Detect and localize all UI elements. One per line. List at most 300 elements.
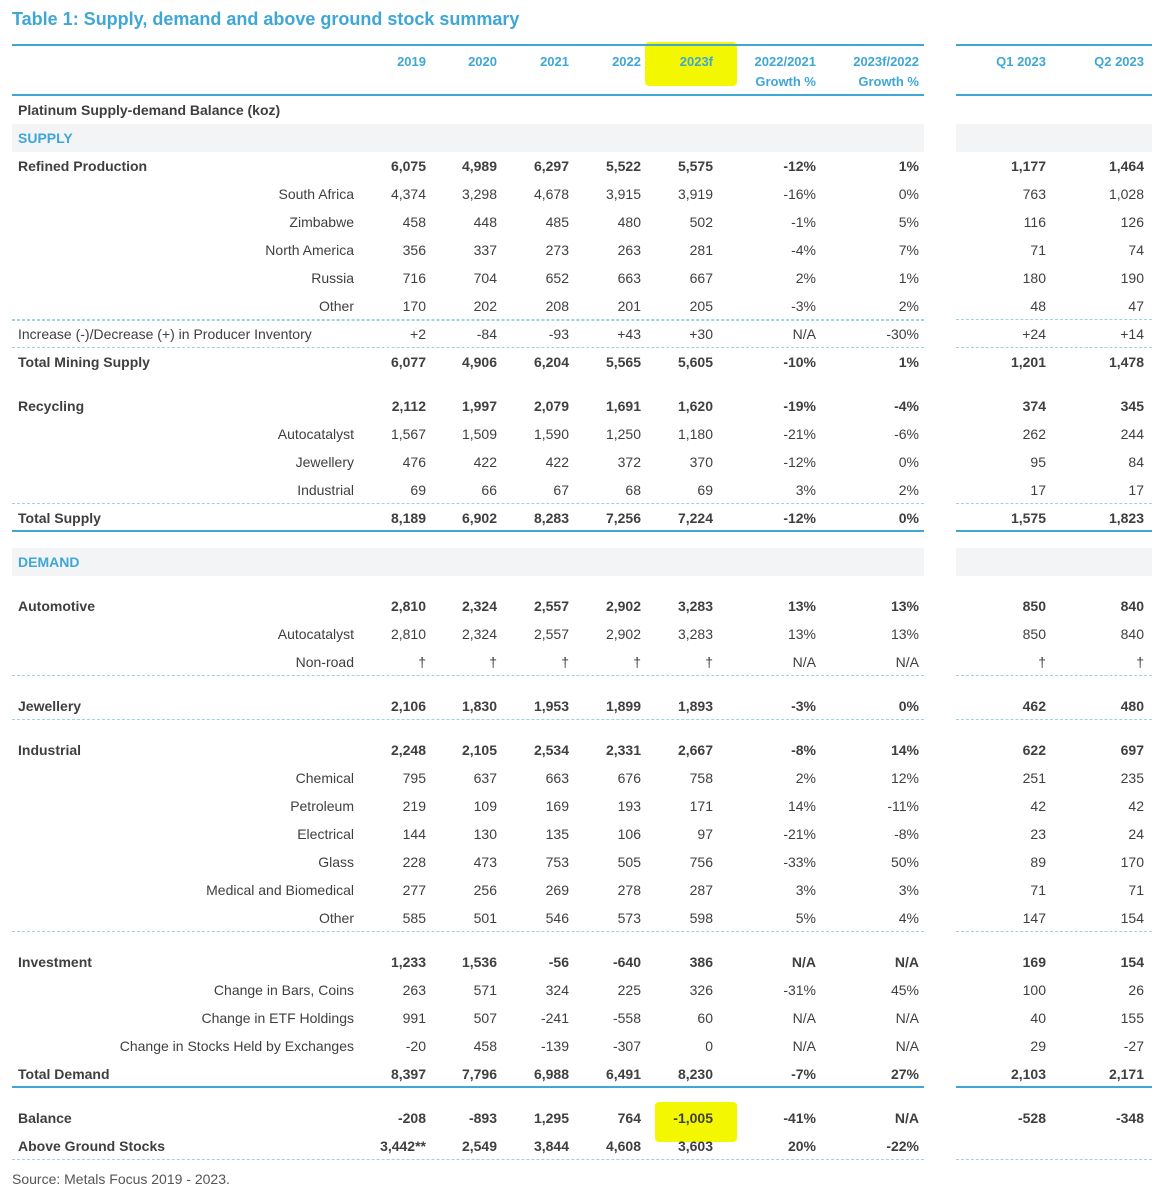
cell-2021: 652: [545, 270, 569, 286]
table-row: [12, 876, 1152, 904]
row-label: Total Demand: [18, 1066, 110, 1082]
cell-growth-2022-2021: -10%: [783, 354, 816, 370]
cell-q2-2023: 697: [1120, 742, 1144, 758]
cell-2019: 1,233: [390, 954, 426, 970]
cell-2020: 2,324: [461, 598, 497, 614]
cell-2019: 219: [402, 798, 426, 814]
cell-2019: 2,106: [390, 698, 426, 714]
cell-q1-2023: [956, 124, 1046, 152]
row-label: Non-road: [295, 654, 354, 670]
cell-2021: 208: [545, 298, 569, 314]
cell-q1-2023: 17: [1030, 482, 1046, 498]
row-label: Recycling: [18, 398, 85, 414]
cell-2022: 263: [617, 242, 641, 258]
cell-growth-2023f-2022: -6%: [894, 426, 919, 442]
cell-growth-2023f-2022: -11%: [887, 798, 919, 814]
cell-growth-2023f-2022: 0%: [898, 454, 919, 470]
row-label: Total Mining Supply: [18, 354, 150, 370]
cell-2019: 476: [402, 454, 426, 470]
row-label: Industrial: [297, 482, 354, 498]
row-label: Petroleum: [290, 798, 354, 814]
cell-q1-2023: 2,103: [1010, 1066, 1046, 1082]
cell-growth-2022-2021: -12%: [783, 158, 816, 174]
cell-q1-2023: 71: [1030, 242, 1046, 258]
col-growth-2023f-2022-line2: Growth %: [858, 74, 919, 89]
row-label: North America: [265, 242, 354, 258]
cell-growth-2023f-2022: 50%: [890, 854, 919, 870]
cell-q2-2023: 17: [1128, 482, 1144, 498]
cell-q1-2023: 763: [1022, 186, 1046, 202]
row-label: Jewellery: [18, 698, 82, 714]
cell-growth-2023f-2022: N/A: [894, 954, 919, 970]
cell-2020: 2,324: [461, 626, 497, 642]
cell-2020: 3,298: [461, 186, 497, 202]
cell-q1-2023: 180: [1022, 270, 1046, 286]
cell-2023f: 326: [689, 982, 713, 998]
cell-q1-2023: 89: [1030, 854, 1046, 870]
cell-2020: 2,105: [461, 742, 497, 758]
cell-2019: 3,442**: [380, 1138, 426, 1154]
table-row: [12, 152, 1152, 180]
cell-2022: [569, 124, 641, 152]
table-row: [12, 264, 1152, 292]
col-2021: 2021: [540, 54, 569, 69]
cell-q2-2023: 235: [1120, 770, 1144, 786]
cell-growth-2022-2021: -3%: [791, 698, 816, 714]
cell-growth-2023f-2022: -4%: [894, 398, 919, 414]
cell-2022: 68: [625, 482, 641, 498]
cell-growth-2023f-2022: [816, 124, 919, 152]
cell-2022: 2,902: [605, 598, 641, 614]
row-label: Investment: [18, 954, 92, 970]
cell-2023f: 1,180: [677, 426, 713, 442]
table-bottom-rule-left: [12, 1159, 924, 1160]
cell-2023f: 5,575: [677, 158, 713, 174]
cell-2023f: 502: [689, 214, 713, 230]
table-row: [12, 1104, 1152, 1132]
cell-2020: 6,902: [461, 510, 497, 526]
cell-2019: 4,374: [390, 186, 426, 202]
cell-2021: 2,557: [533, 598, 569, 614]
cell-2020: -893: [468, 1110, 497, 1126]
cell-growth-2023f-2022: 13%: [890, 626, 919, 642]
cell-2022: 201: [617, 298, 641, 314]
cell-growth-2022-2021: -1%: [791, 214, 816, 230]
cell-growth-2022-2021: -21%: [783, 426, 816, 442]
cell-2023f: 205: [689, 298, 713, 314]
cell-2023f: +30: [689, 326, 713, 342]
cell-2019: 6,075: [390, 158, 426, 174]
col-growth-2022-2021: [713, 52, 816, 92]
cell-2021: 753: [545, 854, 569, 870]
cell-2022: 764: [617, 1110, 641, 1126]
cell-2019: 991: [402, 1010, 426, 1026]
table-row: [12, 96, 1152, 124]
cell-2019: 795: [402, 770, 426, 786]
row-label: Electrical: [297, 826, 354, 842]
cell-2022: 3,915: [605, 186, 641, 202]
cell-q1-2023: 42: [1030, 798, 1046, 814]
cell-2019: 458: [402, 214, 426, 230]
cell-2021: 485: [545, 214, 569, 230]
header-top-rule-right: [956, 44, 1152, 46]
cell-growth-2023f-2022: 7%: [898, 242, 919, 258]
row-label: Refined Production: [18, 158, 148, 174]
cell-growth-2022-2021: 14%: [787, 798, 816, 814]
cell-growth-2023f-2022: 14%: [890, 742, 919, 758]
cell-q1-2023: 116: [1023, 214, 1046, 230]
cell-2022: [569, 96, 641, 124]
cell-2020: 704: [473, 270, 497, 286]
cell-growth-2023f-2022: -30%: [886, 326, 919, 342]
cell-2022: 372: [617, 454, 641, 470]
cell-2023f: 386: [689, 954, 713, 970]
col-growth-2023f-2022-line1: 2023f/2022: [853, 54, 919, 69]
cell-q2-2023: 154: [1120, 910, 1144, 926]
cell-2021: 2,534: [533, 742, 569, 758]
cell-growth-2022-2021: [713, 548, 816, 576]
cell-2021: 422: [545, 454, 569, 470]
cell-growth-2022-2021: -31%: [783, 982, 816, 998]
table-body: [12, 96, 1152, 1160]
cell-growth-2022-2021: -19%: [783, 398, 816, 414]
cell-2022: 106: [617, 826, 641, 842]
cell-q1-2023: [956, 96, 1046, 124]
table-row: [12, 848, 1152, 876]
cell-2021: 135: [545, 826, 569, 842]
table-row: [12, 1060, 1152, 1088]
cell-2020: 571: [473, 982, 497, 998]
table-bottom-rule-right: [956, 1159, 1152, 1160]
cell-2023f: 2,667: [677, 742, 713, 758]
cell-2020: 66: [481, 482, 497, 498]
cell-q2-2023: 840: [1120, 626, 1144, 642]
cell-2020: 109: [473, 798, 497, 814]
cell-2019: [342, 96, 426, 124]
cell-2020: 448: [473, 214, 497, 230]
cell-2021: 2,557: [533, 626, 569, 642]
row-spacer: [12, 376, 1152, 392]
cell-growth-2023f-2022: 12%: [890, 770, 919, 786]
cell-growth-2022-2021: -41%: [783, 1110, 816, 1126]
cell-2020: 1,997: [461, 398, 497, 414]
cell-2019: -20: [405, 1038, 426, 1054]
row-label: Total Supply: [18, 510, 101, 526]
cell-growth-2022-2021: 5%: [795, 910, 816, 926]
col-growth-2023f-2022: [816, 52, 919, 92]
cell-2022: 278: [617, 882, 641, 898]
cell-growth-2022-2021: -12%: [783, 454, 816, 470]
cell-2020: -84: [476, 326, 497, 342]
cell-2022: 1,250: [605, 426, 641, 442]
cell-growth-2022-2021: 2%: [795, 270, 816, 286]
table-header: [12, 44, 1152, 96]
cell-2022: -558: [612, 1010, 641, 1026]
table-row: [12, 592, 1152, 620]
cell-q2-2023: 74: [1128, 242, 1144, 258]
cell-2020: 4,906: [461, 354, 497, 370]
cell-growth-2023f-2022: 1%: [898, 270, 919, 286]
cell-q2-2023: 154: [1120, 954, 1144, 970]
cell-2019: 277: [402, 882, 426, 898]
table-row: [12, 1032, 1152, 1060]
cell-2021: 2,079: [533, 398, 569, 414]
row-spacer: [12, 720, 1152, 736]
cell-2022: 5,565: [605, 354, 641, 370]
cell-q2-2023: 345: [1120, 398, 1144, 414]
col-2020: 2020: [468, 54, 497, 69]
cell-2022: 505: [617, 854, 641, 870]
cell-growth-2023f-2022: N/A: [895, 654, 919, 670]
cell-q1-2023: [956, 1132, 1046, 1160]
cell-2019: 2,810: [390, 598, 426, 614]
table-row: [12, 392, 1152, 420]
cell-2021: [497, 96, 569, 124]
table-row: [12, 820, 1152, 848]
cell-2023f: 3,919: [677, 186, 713, 202]
row-label: Automotive: [18, 598, 95, 614]
table-row: [12, 348, 1152, 376]
cell-2022: 7,256: [605, 510, 641, 526]
cell-2023f: 667: [689, 270, 713, 286]
cell-2019: 8,189: [390, 510, 426, 526]
row-spacer: [12, 576, 1152, 592]
row-label: Other: [318, 298, 354, 314]
cell-growth-2022-2021: -16%: [783, 186, 816, 202]
cell-2023f: 370: [689, 454, 713, 470]
cell-growth-2023f-2022: N/A: [894, 1110, 919, 1126]
cell-2023f: 756: [689, 854, 713, 870]
table-row: [12, 124, 1152, 152]
cell-2022: 4,608: [605, 1138, 641, 1154]
cell-q2-2023: †: [1136, 654, 1144, 670]
table-row: [12, 448, 1152, 476]
cell-2020: 637: [473, 770, 497, 786]
cell-2019: 1,567: [390, 426, 426, 442]
cell-2020: 4,989: [461, 158, 497, 174]
cell-q1-2023: 95: [1030, 454, 1046, 470]
cell-2023f: [641, 124, 713, 152]
cell-2023f: 0: [705, 1038, 713, 1054]
cell-growth-2023f-2022: 0%: [898, 510, 919, 526]
cell-2021: -139: [540, 1038, 569, 1054]
cell-growth-2022-2021: 3%: [795, 482, 816, 498]
cell-q2-2023: [1046, 548, 1144, 576]
cell-2023f: 281: [689, 242, 713, 258]
col-growth-2022-2021-line2: Growth %: [755, 74, 816, 89]
cell-growth-2022-2021: -33%: [783, 854, 816, 870]
cell-2021: -241: [540, 1010, 569, 1026]
cell-2020: 1,830: [461, 698, 497, 714]
cell-2021: [497, 548, 569, 576]
cell-2021: 324: [545, 982, 569, 998]
table-row: [12, 504, 1152, 532]
cell-2022: [569, 548, 641, 576]
cell-q2-2023: 126: [1120, 214, 1144, 230]
cell-2020: 473: [473, 854, 497, 870]
table-row: [12, 548, 1152, 576]
table-row: [12, 692, 1152, 720]
cell-growth-2023f-2022: -22%: [886, 1138, 919, 1154]
row-divider-left: [12, 320, 924, 321]
row-label: Zimbabwe: [289, 214, 354, 230]
row-spacer: [12, 676, 1152, 692]
cell-2021: 8,283: [533, 510, 569, 526]
cell-q2-2023: 42: [1128, 798, 1144, 814]
cell-q2-2023: 26: [1128, 982, 1144, 998]
cell-2022: †: [633, 654, 641, 670]
cell-2020: 7,796: [461, 1066, 497, 1082]
row-label: Chemical: [295, 770, 354, 786]
cell-2023f: [641, 548, 713, 576]
cell-growth-2022-2021: 13%: [787, 598, 816, 614]
col-2019: 2019: [397, 54, 426, 69]
cell-2020: 202: [473, 298, 497, 314]
cell-q2-2023: [1046, 96, 1144, 124]
supply-demand-table: [12, 44, 1152, 1160]
cell-growth-2022-2021: 20%: [787, 1138, 816, 1154]
cell-2020: 337: [473, 242, 497, 258]
cell-2022: 573: [617, 910, 641, 926]
cell-2019: 2,248: [390, 742, 426, 758]
cell-2019: 228: [402, 854, 426, 870]
table-row: [12, 208, 1152, 236]
cell-2022: 2,902: [605, 626, 641, 642]
cell-2020: 1,509: [461, 426, 497, 442]
cell-q1-2023: 100: [1022, 982, 1046, 998]
table-row: [12, 792, 1152, 820]
cell-q2-2023: 155: [1120, 1010, 1144, 1026]
cell-2019: 716: [402, 270, 426, 286]
cell-growth-2022-2021: N/A: [792, 1038, 816, 1054]
cell-growth-2023f-2022: N/A: [895, 1038, 919, 1054]
row-label: Glass: [318, 854, 354, 870]
table-row: [12, 292, 1152, 320]
cell-2020: †: [489, 654, 497, 670]
cell-q1-2023: 462: [1022, 698, 1046, 714]
cell-2020: 130: [473, 826, 497, 842]
cell-2020: 458: [473, 1038, 497, 1054]
cell-q1-2023: +24: [1022, 326, 1046, 342]
cell-2023f: 3,283: [677, 598, 713, 614]
col-growth-2022-2021-line1: 2022/2021: [754, 54, 816, 69]
col-2022: 2022: [612, 54, 641, 69]
cell-2019: †: [418, 654, 426, 670]
cell-2022: 480: [617, 214, 641, 230]
header-top-rule-left: [12, 44, 924, 46]
cell-2019: 8,397: [390, 1066, 426, 1082]
table-row: [12, 420, 1152, 448]
cell-q1-2023: 850: [1022, 626, 1046, 642]
cell-2020: 507: [473, 1010, 497, 1026]
cell-growth-2023f-2022: 2%: [898, 482, 919, 498]
cell-growth-2022-2021: 3%: [795, 882, 816, 898]
cell-2020: 501: [473, 910, 497, 926]
table-row: [12, 736, 1152, 764]
cell-2022: 2,331: [605, 742, 641, 758]
cell-2022: 5,522: [605, 158, 641, 174]
cell-2023f: 69: [697, 482, 713, 498]
cell-q2-2023: +14: [1120, 326, 1144, 342]
cell-q2-2023: [1046, 124, 1144, 152]
cell-q1-2023: 23: [1030, 826, 1046, 842]
cell-2022: +43: [617, 326, 641, 342]
cell-2019: 69: [410, 482, 426, 498]
cell-q1-2023: [956, 548, 1046, 576]
cell-q2-2023: 480: [1120, 698, 1144, 714]
cell-2021: 1,590: [533, 426, 569, 442]
cell-2023f: 598: [689, 910, 713, 926]
cell-2023f: 8,230: [677, 1066, 713, 1082]
cell-q1-2023: 374: [1022, 398, 1046, 414]
cell-q2-2023: -348: [1115, 1110, 1144, 1126]
cell-2022: 1,899: [605, 698, 641, 714]
cell-2021: 4,678: [533, 186, 569, 202]
table-row: [12, 976, 1152, 1004]
row-label: Above Ground Stocks: [18, 1138, 166, 1154]
cell-growth-2023f-2022: -8%: [894, 826, 919, 842]
cell-growth-2023f-2022: 27%: [890, 1066, 919, 1082]
cell-2021: 169: [545, 798, 569, 814]
row-label: Change in ETF Holdings: [201, 1010, 354, 1026]
cell-2019: 585: [402, 910, 426, 926]
cell-2022: 6,491: [605, 1066, 641, 1082]
row-label: Other: [318, 910, 354, 926]
cell-2023f: 3,603: [677, 1138, 713, 1154]
cell-q2-2023: 1,823: [1108, 510, 1144, 526]
cell-growth-2022-2021: -4%: [791, 242, 816, 258]
cell-2023f: 60: [697, 1010, 713, 1026]
cell-2021: 6,204: [533, 354, 569, 370]
cell-2020: [426, 124, 497, 152]
cell-2023f: 5,605: [677, 354, 713, 370]
cell-growth-2023f-2022: 45%: [890, 982, 919, 998]
cell-q1-2023: 622: [1022, 742, 1046, 758]
cell-growth-2022-2021: N/A: [792, 654, 816, 670]
cell-growth-2023f-2022: 4%: [898, 910, 919, 926]
cell-growth-2023f-2022: 0%: [898, 186, 919, 202]
cell-2022: 1,691: [605, 398, 641, 414]
cell-q1-2023: 147: [1022, 910, 1046, 926]
cell-q2-2023: 71: [1128, 882, 1144, 898]
cell-2023f: 758: [689, 770, 713, 786]
cell-2023f: 97: [697, 826, 713, 842]
cell-2021: 546: [545, 910, 569, 926]
cell-2021: -93: [548, 326, 569, 342]
cell-growth-2022-2021: -21%: [783, 826, 816, 842]
row-label: Change in Stocks Held by Exchanges: [119, 1038, 354, 1054]
cell-q2-2023: 840: [1120, 598, 1144, 614]
cell-q1-2023: 29: [1030, 1038, 1046, 1054]
cell-2019: 263: [402, 982, 426, 998]
cell-2021: †: [561, 654, 569, 670]
cell-2022: -307: [612, 1038, 641, 1054]
cell-q1-2023: 48: [1030, 298, 1046, 314]
cell-growth-2022-2021: [713, 124, 816, 152]
row-label: DEMAND: [18, 554, 80, 570]
row-label: Increase (-)/Decrease (+) in Producer Inventory: [18, 326, 312, 342]
row-label: Industrial: [18, 742, 82, 758]
cell-q2-2023: 190: [1120, 270, 1144, 286]
cell-growth-2023f-2022: [816, 96, 919, 124]
table-row: [12, 620, 1152, 648]
cell-q1-2023: 251: [1022, 770, 1046, 786]
table-row: [12, 764, 1152, 792]
row-label: Balance: [18, 1110, 72, 1126]
col-2023f: 2023f: [679, 54, 713, 69]
cell-2023f: 3,283: [677, 626, 713, 642]
row-spacer: [12, 532, 1152, 548]
